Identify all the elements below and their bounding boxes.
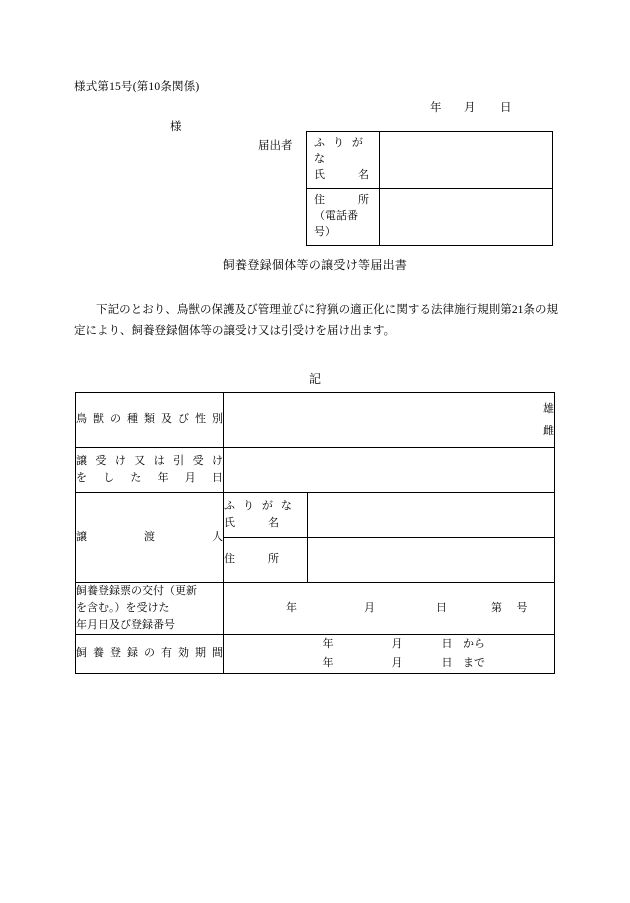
document-title: 飼養登録個体等の譲受け等届出書 xyxy=(222,258,408,272)
submitter-name-label-cell xyxy=(307,132,380,189)
addressee-label: 様 xyxy=(170,121,182,133)
submitter-label: 届出者 xyxy=(258,140,293,152)
validity-value-cell[interactable] xyxy=(224,635,555,673)
transferor-name-value-cell[interactable] xyxy=(308,493,555,538)
date-year: 年 xyxy=(430,102,442,114)
validity-to-month: 月 xyxy=(391,656,403,669)
table-row-species xyxy=(76,393,555,448)
validity-to-year: 年 xyxy=(322,656,334,669)
transferor-address-value-cell[interactable] xyxy=(308,538,555,583)
transferor-address-label-cell xyxy=(224,538,308,583)
validity-to-line xyxy=(224,654,554,673)
table-row-transfer-date xyxy=(76,448,555,493)
registration-number-suffix: 号 xyxy=(516,602,528,615)
validity-from-month: 月 xyxy=(391,638,403,651)
validity-from-line xyxy=(224,635,554,654)
validity-to-suffix: まで xyxy=(463,656,485,669)
registration-day: 日 xyxy=(436,602,447,615)
submitter-address-label-cell xyxy=(307,188,380,245)
transfer-date-label-line2: を し た 年 月 日 xyxy=(76,472,223,484)
registration-label-line2: を含む。）を受けた xyxy=(76,602,170,615)
registration-number-prefix: 第 xyxy=(491,602,502,615)
body-text: 下記のとおり、鳥獣の保護及び管理並びに狩猟の適正化に関する法律施行規則第21条の規定により、飼養登録個体等の譲受け又は引受けを届け出ます。 xyxy=(74,304,558,338)
date-line xyxy=(430,99,514,115)
male-label: 雄 xyxy=(543,403,554,415)
registration-month: 月 xyxy=(364,602,375,615)
registration-label-line3: 年月日及び登録番号 xyxy=(76,619,175,632)
species-label-cell xyxy=(76,393,224,448)
transferor-address-label: 住 所 xyxy=(224,553,279,566)
ki-heading: 記 xyxy=(308,372,321,386)
date-day: 日 xyxy=(500,102,512,114)
submitter-name-value-cell[interactable] xyxy=(380,132,553,189)
transferor-label: 譲 渡 人 xyxy=(76,530,223,543)
table-row-registration xyxy=(76,583,555,635)
transferor-name-label-cell xyxy=(224,493,308,538)
phone-label: （電話番号） xyxy=(314,209,358,238)
registration-label-cell xyxy=(76,583,224,635)
species-value-cell[interactable] xyxy=(224,393,555,448)
submitter-address-value-cell[interactable] xyxy=(380,188,553,245)
registration-value-cell[interactable] xyxy=(224,583,555,635)
validity-from-day: 日 xyxy=(441,638,453,651)
transfer-date-label-cell xyxy=(76,448,224,493)
female-label: 雌 xyxy=(543,425,554,437)
submitter-table xyxy=(306,131,553,246)
transferor-furigana-label: ふ り が な xyxy=(224,499,295,512)
registration-year: 年 xyxy=(286,602,297,615)
validity-label: 飼養登録の有効期間 xyxy=(76,647,223,660)
name-label: 氏 名 xyxy=(314,168,369,181)
registration-label-line1: 飼養登録票の交付（更新 xyxy=(76,585,197,597)
furigana-label: ふ り が な xyxy=(314,137,366,165)
validity-from-year: 年 xyxy=(322,638,334,651)
address-label: 住 所 xyxy=(314,193,369,206)
table-row-validity xyxy=(76,635,555,673)
table-row xyxy=(307,132,553,189)
date-month: 月 xyxy=(464,102,476,114)
validity-label-cell xyxy=(76,635,224,673)
validity-to-day: 日 xyxy=(441,656,453,669)
species-label: 鳥獣の種類及び性別 xyxy=(76,413,223,426)
body-paragraph xyxy=(74,300,558,343)
transferor-label-cell xyxy=(76,493,224,583)
validity-from-suffix: から xyxy=(463,638,485,651)
transferor-name-label: 氏 名 xyxy=(224,517,279,529)
transfer-date-label-line1: 譲受け又は引受け xyxy=(76,454,223,467)
main-table xyxy=(75,392,555,674)
form-number: 様式第15号(第10条関係) xyxy=(74,81,200,93)
transfer-date-value-cell[interactable] xyxy=(224,448,555,493)
table-row xyxy=(307,188,553,245)
table-row-transferor-name xyxy=(76,493,555,538)
